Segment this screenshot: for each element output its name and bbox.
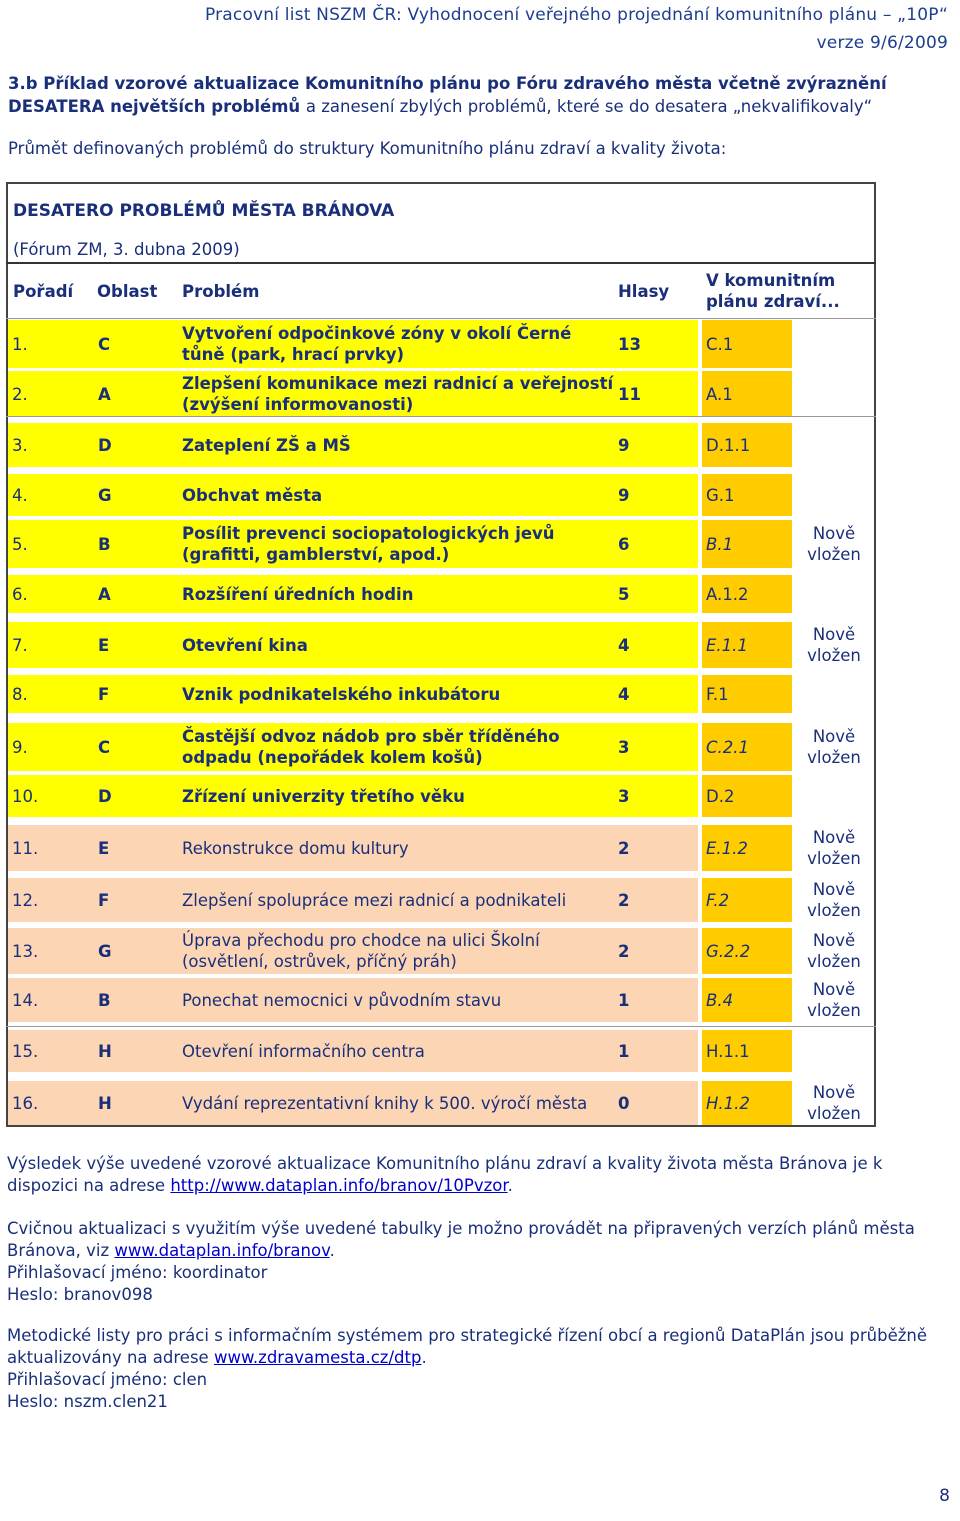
row-hlasy: 2 xyxy=(614,928,698,974)
col-kp: V komunitním plánu zdraví... xyxy=(706,271,840,311)
table-row xyxy=(8,474,876,516)
row-problem: Úprava přechodu pro chodce na ulici Školní (osvětlení, ostrůvek, příčný práh) xyxy=(174,928,614,974)
row-oblast: C xyxy=(90,320,174,368)
result-end: . xyxy=(507,1176,513,1195)
table-divider xyxy=(6,262,876,264)
row-kp: E.1.1 xyxy=(702,622,792,668)
page-header xyxy=(205,4,948,54)
row-new-flag: Nově vložen xyxy=(807,524,861,564)
row-new-flag: Nově vložen xyxy=(807,727,861,767)
method-link[interactable]: www.zdravamesta.cz/dtp xyxy=(213,1348,422,1367)
page-number: 8 xyxy=(939,1486,950,1506)
row-problem: Zlepšení spolupráce mezi radnicí a podnikateli xyxy=(174,878,614,922)
row-kp: C.1 xyxy=(702,320,792,368)
row-number: 13. xyxy=(8,928,90,974)
row-kp: D.2 xyxy=(702,775,792,817)
table-row xyxy=(8,575,876,613)
section-heading xyxy=(8,72,953,118)
row-oblast: F xyxy=(90,675,174,713)
result-paragraph xyxy=(7,1153,952,1197)
row-kp: H.1.2 xyxy=(702,1081,792,1125)
row-number: 16. xyxy=(8,1081,90,1125)
row-new-flag: Nově vložen xyxy=(807,880,861,920)
header-version: verze 9/6/2009 xyxy=(816,33,948,53)
col-hlasy: Hlasy xyxy=(618,282,670,301)
row-kp: H.1.1 xyxy=(702,1030,792,1072)
table-row xyxy=(8,675,876,713)
row-new-flag: Nově vložen xyxy=(807,931,861,971)
row-kp: F.1 xyxy=(702,675,792,713)
row-hlasy: 9 xyxy=(614,474,698,516)
method-password: Heslo: nszm.clen21 xyxy=(7,1392,168,1411)
row-new-flag: Nově vložen xyxy=(807,1083,861,1123)
table-row xyxy=(8,320,876,368)
practice-password: Heslo: branov098 xyxy=(7,1285,153,1304)
row-number: 12. xyxy=(8,878,90,922)
row-hlasy: 5 xyxy=(614,575,698,613)
intro-text: Průmět definovaných problémů do struktury Komunitního plánu zdraví a kvality života: xyxy=(8,139,727,158)
practice-text: Cvičnou aktualizaci s využitím výše uvedené tabulky je možno provádět na připravených verzích plánů města Bránova, viz xyxy=(7,1219,915,1260)
table-row xyxy=(8,423,876,467)
table-row xyxy=(8,775,876,817)
row-hlasy: 1 xyxy=(614,1030,698,1072)
row-problem: Rekonstrukce domu kultury xyxy=(174,825,614,871)
table-separator xyxy=(6,416,876,417)
row-number: 5. xyxy=(8,520,90,568)
table-row xyxy=(8,520,876,568)
row-number: 3. xyxy=(8,423,90,467)
row-new-flag: Nově vložen xyxy=(807,980,861,1020)
result-text: Výsledek výše uvedené vzorové aktualizace Komunitního plánu zdraví a kvality života města Bránova je k dispozici na adrese xyxy=(7,1154,883,1195)
table-subtitle: (Fórum ZM, 3. dubna 2009) xyxy=(13,240,240,259)
row-hlasy: 11 xyxy=(614,371,698,417)
method-paragraph xyxy=(7,1325,952,1413)
table-row xyxy=(8,878,876,922)
row-number: 14. xyxy=(8,978,90,1022)
result-link[interactable]: http://www.dataplan.info/branov/10Pvzor xyxy=(170,1176,508,1195)
table-row xyxy=(8,825,876,871)
row-problem: Otevření informačního centra xyxy=(174,1030,614,1072)
col-problem: Problém xyxy=(182,282,260,301)
row-oblast: D xyxy=(90,775,174,817)
row-problem: Obchvat města xyxy=(174,474,614,516)
row-kp: E.1.2 xyxy=(702,825,792,871)
row-hlasy: 3 xyxy=(614,775,698,817)
heading-main: 3.b Příklad vzorové aktualizace Komunitního plánu po Fóru zdravého města včetně zvýraznění DESATERA největších problémů xyxy=(8,74,887,116)
row-hlasy: 13 xyxy=(614,320,698,368)
row-oblast: F xyxy=(90,878,174,922)
row-number: 7. xyxy=(8,622,90,668)
row-problem: Rozšíření úředních hodin xyxy=(174,575,614,613)
row-number: 11. xyxy=(8,825,90,871)
row-problem: Častější odvoz nádob pro sběr tříděného odpadu (nepořádek kolem košů) xyxy=(174,723,614,771)
row-kp: B.1 xyxy=(702,520,792,568)
row-number: 15. xyxy=(8,1030,90,1072)
row-hlasy: 4 xyxy=(614,675,698,713)
row-oblast: D xyxy=(90,423,174,467)
row-oblast: H xyxy=(90,1030,174,1072)
table-header-row xyxy=(0,270,880,318)
table-row xyxy=(8,1081,876,1125)
row-oblast: H xyxy=(90,1081,174,1125)
method-end: . xyxy=(421,1348,427,1367)
row-number: 2. xyxy=(8,371,90,417)
practice-paragraph xyxy=(7,1218,952,1306)
table-row xyxy=(8,978,876,1022)
row-problem: Otevření kina xyxy=(174,622,614,668)
row-hlasy: 9 xyxy=(614,423,698,467)
table-row xyxy=(8,1030,876,1072)
row-kp: D.1.1 xyxy=(702,423,792,467)
table-row xyxy=(8,723,876,771)
row-problem: Vznik podnikatelského inkubátoru xyxy=(174,675,614,713)
row-hlasy: 2 xyxy=(614,825,698,871)
row-oblast: B xyxy=(90,978,174,1022)
table-separator xyxy=(6,318,876,319)
row-hlasy: 6 xyxy=(614,520,698,568)
row-oblast: A xyxy=(90,371,174,417)
row-hlasy: 2 xyxy=(614,878,698,922)
row-problem: Vytvoření odpočinkové zóny v okolí Černé tůně (park, hrací prvky) xyxy=(174,320,614,368)
table-row xyxy=(8,622,876,668)
row-number: 6. xyxy=(8,575,90,613)
table-row xyxy=(8,371,876,417)
header-title: Pracovní list NSZM ČR: Vyhodnocení veřejného projednání komunitního plánu – „10P“ xyxy=(204,5,948,25)
row-kp: G.1 xyxy=(702,474,792,516)
row-oblast: G xyxy=(90,474,174,516)
row-hlasy: 0 xyxy=(614,1081,698,1125)
row-number: 9. xyxy=(8,723,90,771)
practice-login: Přihlašovací jméno: koordinator xyxy=(7,1263,268,1282)
row-kp: B.4 xyxy=(702,978,792,1022)
row-problem: Ponechat nemocnici v původním stavu xyxy=(174,978,614,1022)
row-oblast: E xyxy=(90,622,174,668)
row-kp: F.2 xyxy=(702,878,792,922)
row-kp: G.2.2 xyxy=(702,928,792,974)
row-problem: Posílit prevenci sociopatologických jevů (grafitti, gamblerství, apod.) xyxy=(174,520,614,568)
row-problem: Zateplení ZŠ a MŠ xyxy=(174,423,614,467)
table-row xyxy=(8,928,876,974)
col-oblast: Oblast xyxy=(97,282,158,301)
heading-rest: a zanesení zbylých problémů, které se do desatera „nekvalifikovaly“ xyxy=(305,97,873,116)
row-number: 8. xyxy=(8,675,90,713)
table-title: DESATERO PROBLÉMŮ MĚSTA BRÁNOVA xyxy=(13,201,395,221)
row-problem: Zřízení univerzity třetího věku xyxy=(174,775,614,817)
row-hlasy: 1 xyxy=(614,978,698,1022)
practice-link[interactable]: www.dataplan.info/branov xyxy=(114,1241,330,1260)
method-text: Metodické listy pro práci s informačním systémem pro strategické řízení obcí a regionů DataPlán jsou průběžně aktualizovány na adrese xyxy=(7,1326,928,1367)
row-hlasy: 4 xyxy=(614,622,698,668)
row-oblast: C xyxy=(90,723,174,771)
row-oblast: E xyxy=(90,825,174,871)
row-kp: C.2.1 xyxy=(702,723,792,771)
row-number: 4. xyxy=(8,474,90,516)
row-problem: Zlepšení komunikace mezi radnicí a veřejností (zvýšení informovanosti) xyxy=(174,371,614,417)
row-new-flag: Nově vložen xyxy=(807,828,861,868)
row-problem: Vydání reprezentativní knihy k 500. výročí města xyxy=(174,1081,614,1125)
row-oblast: A xyxy=(90,575,174,613)
row-kp: A.1.2 xyxy=(702,575,792,613)
practice-end: . xyxy=(329,1241,335,1260)
row-number: 10. xyxy=(8,775,90,817)
col-poradi: Pořadí xyxy=(13,282,74,301)
row-oblast: G xyxy=(90,928,174,974)
row-hlasy: 3 xyxy=(614,723,698,771)
method-login: Přihlašovací jméno: clen xyxy=(7,1370,208,1389)
row-number: 1. xyxy=(8,320,90,368)
table-separator xyxy=(6,1026,876,1027)
row-oblast: B xyxy=(90,520,174,568)
row-kp: A.1 xyxy=(702,371,792,417)
row-new-flag: Nově vložen xyxy=(807,625,861,665)
